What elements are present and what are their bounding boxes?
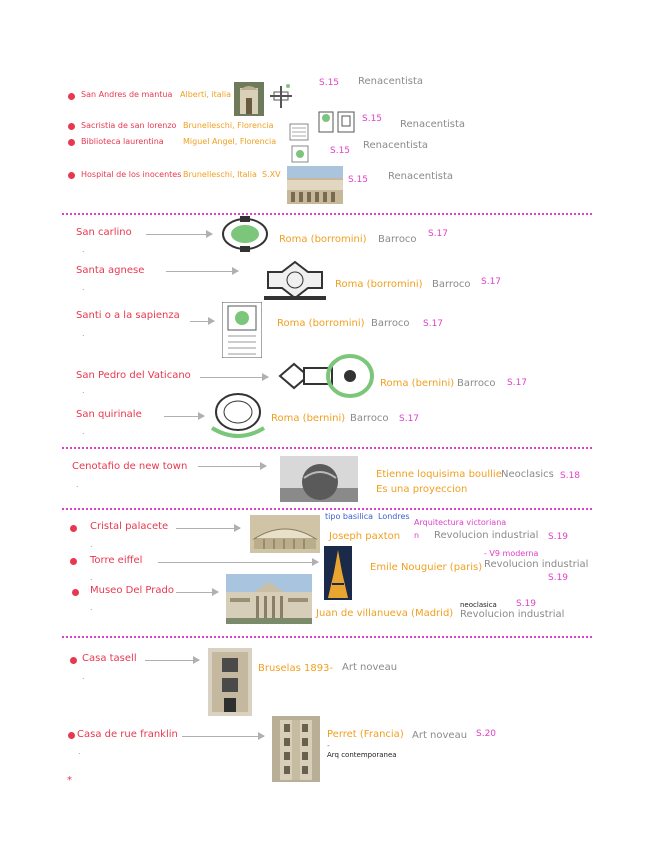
church-plan-image [208, 388, 268, 440]
section-divider [62, 213, 592, 215]
item-style: Barroco [457, 378, 496, 389]
item-author: Juan de villanueva (Madrid) [316, 608, 454, 619]
item-author: Roma (borromini) [279, 234, 367, 245]
arrow [190, 321, 214, 322]
item-name: Cenotafio de new town [72, 461, 188, 472]
item-name: San Andres de mantua [81, 90, 173, 99]
museum-facade-image [226, 574, 312, 624]
item-name: San carlino [76, 227, 132, 238]
tick-mark: . [82, 329, 85, 338]
item-author: Emile Nouguier (paris) [370, 562, 483, 573]
item-name: Santi o a la sapienza [76, 310, 180, 321]
arrow [200, 377, 268, 378]
tick-mark: . [76, 480, 79, 489]
arrow [166, 271, 238, 272]
item-century: S.20 [476, 729, 497, 739]
item-century: S.19 [548, 573, 569, 583]
basilica-plan-image [274, 354, 374, 400]
item-dash: - [327, 741, 330, 750]
arrow [158, 562, 318, 563]
item-name: San Pedro del Vaticano [76, 370, 191, 381]
item-name: Torre eiffel [90, 555, 143, 566]
item-note: n [414, 531, 420, 540]
building-facade-image [272, 716, 320, 782]
item-century: S.19 [548, 532, 569, 542]
eiffel-tower-image [324, 546, 352, 600]
arrow [176, 592, 218, 593]
item-name: Sacristia de san lorenzo [81, 121, 177, 130]
item-note: Es una proyeccion [376, 484, 468, 495]
bullet-dot [70, 558, 77, 565]
item-note: - V9 moderna [484, 549, 539, 558]
tick-mark: . [82, 672, 85, 681]
item-century: S.17 [428, 229, 449, 239]
bullet-dot [68, 93, 75, 100]
item-note: Arquitectura victoriana [414, 518, 507, 527]
arrow [198, 466, 266, 467]
church-plan-image [262, 258, 328, 302]
tick-mark: . [90, 603, 93, 612]
item-note: Arq contemporanea [327, 751, 397, 759]
item-name: Casa tasell [82, 653, 137, 664]
item-name: San quirinale [76, 409, 142, 420]
section-divider [62, 447, 592, 449]
bullet-dot [68, 123, 75, 130]
item-author: Brunelleschi, Italia [183, 170, 257, 179]
arrow [145, 660, 199, 661]
item-century: S.17 [399, 414, 420, 424]
arrow [176, 528, 240, 529]
item-name: Cristal palacete [90, 521, 169, 532]
bullet-dot [68, 139, 75, 146]
item-note: tipo basilica [325, 512, 373, 521]
bullet-dot [70, 525, 77, 532]
bullet-dot [68, 172, 75, 179]
item-century: S.18 [560, 471, 581, 481]
item-century: S.17 [507, 378, 528, 388]
hospital-facade-image [287, 166, 343, 204]
tick-mark: . [82, 386, 85, 395]
item-style: Barroco [378, 234, 417, 245]
bullet-dot [72, 589, 79, 596]
item-author: Alberti, italia [180, 90, 232, 99]
crystal-palace-image [250, 515, 320, 553]
church-facade-image [234, 82, 264, 116]
tick-mark: . [82, 245, 85, 254]
item-author: Roma (borromini) [277, 318, 365, 329]
item-style: Renacentista [363, 140, 429, 151]
item-name: Santa agnese [76, 265, 145, 276]
item-style: Art noveau [342, 662, 398, 673]
arrow [146, 234, 212, 235]
arrow [182, 736, 264, 737]
item-century: S.15 [330, 146, 351, 156]
item-author: Bruselas 1893- [258, 663, 334, 674]
item-century: S.15 [362, 114, 383, 124]
item-author: Miguel Angel, Florencia [183, 137, 277, 146]
item-name: Museo Del Prado [90, 585, 174, 596]
bullet-dot [68, 732, 75, 739]
item-author: Etienne loquisima boullie [376, 469, 502, 480]
item-style: Renacentista [400, 119, 466, 130]
item-extra: S.XV [262, 170, 281, 179]
item-author: Brunelleschi, Florencia [183, 121, 274, 130]
footer-mark: * [67, 775, 72, 786]
item-note: neoclasica [460, 601, 497, 609]
item-style: Renacentista [388, 171, 454, 182]
item-style: Revolucion industrial [484, 559, 589, 570]
item-name: Hospital de los inocentes [81, 170, 182, 179]
item-name: Casa de rue franklin [77, 729, 178, 740]
item-author: Roma (bernini) [271, 413, 346, 424]
tick-mark: . [90, 540, 93, 549]
church-plan-image [222, 302, 262, 358]
item-style: Barroco [432, 279, 471, 290]
item-note: Londres [378, 512, 410, 521]
section-divider [62, 636, 592, 638]
item-author: Roma (borromini) [335, 279, 423, 290]
tick-mark: . [82, 283, 85, 292]
tick-mark: . [90, 573, 93, 582]
item-century: S.15 [348, 175, 369, 185]
item-style: Neoclasics [501, 469, 554, 480]
plan-image [318, 110, 356, 134]
item-century: S.15 [319, 78, 340, 88]
cenotaph-image [280, 456, 358, 502]
item-style: Barroco [350, 413, 389, 424]
item-style: Renacentista [358, 76, 424, 87]
item-author: Perret (Francia) [327, 729, 404, 740]
bullet-dot [70, 657, 77, 664]
item-century: S.17 [481, 277, 502, 287]
plan-image [288, 122, 312, 166]
item-style: Revolucion industrial [434, 530, 539, 541]
section-divider [62, 508, 592, 510]
arrow [164, 416, 204, 417]
item-name: Biblioteca laurentina [81, 137, 164, 146]
item-style: Revolucion industrial [460, 609, 565, 620]
floor-plan-image [266, 82, 296, 112]
tick-mark: . [82, 427, 85, 436]
item-century: S.19 [516, 599, 537, 609]
item-author: Roma (bernini) [380, 378, 455, 389]
church-plan-image [220, 216, 270, 252]
item-author: Joseph paxton [329, 531, 401, 542]
item-style: Art noveau [412, 730, 468, 741]
tick-mark: . [78, 747, 81, 756]
item-style: Barroco [371, 318, 410, 329]
house-facade-image [208, 648, 252, 716]
item-century: S.17 [423, 319, 444, 329]
